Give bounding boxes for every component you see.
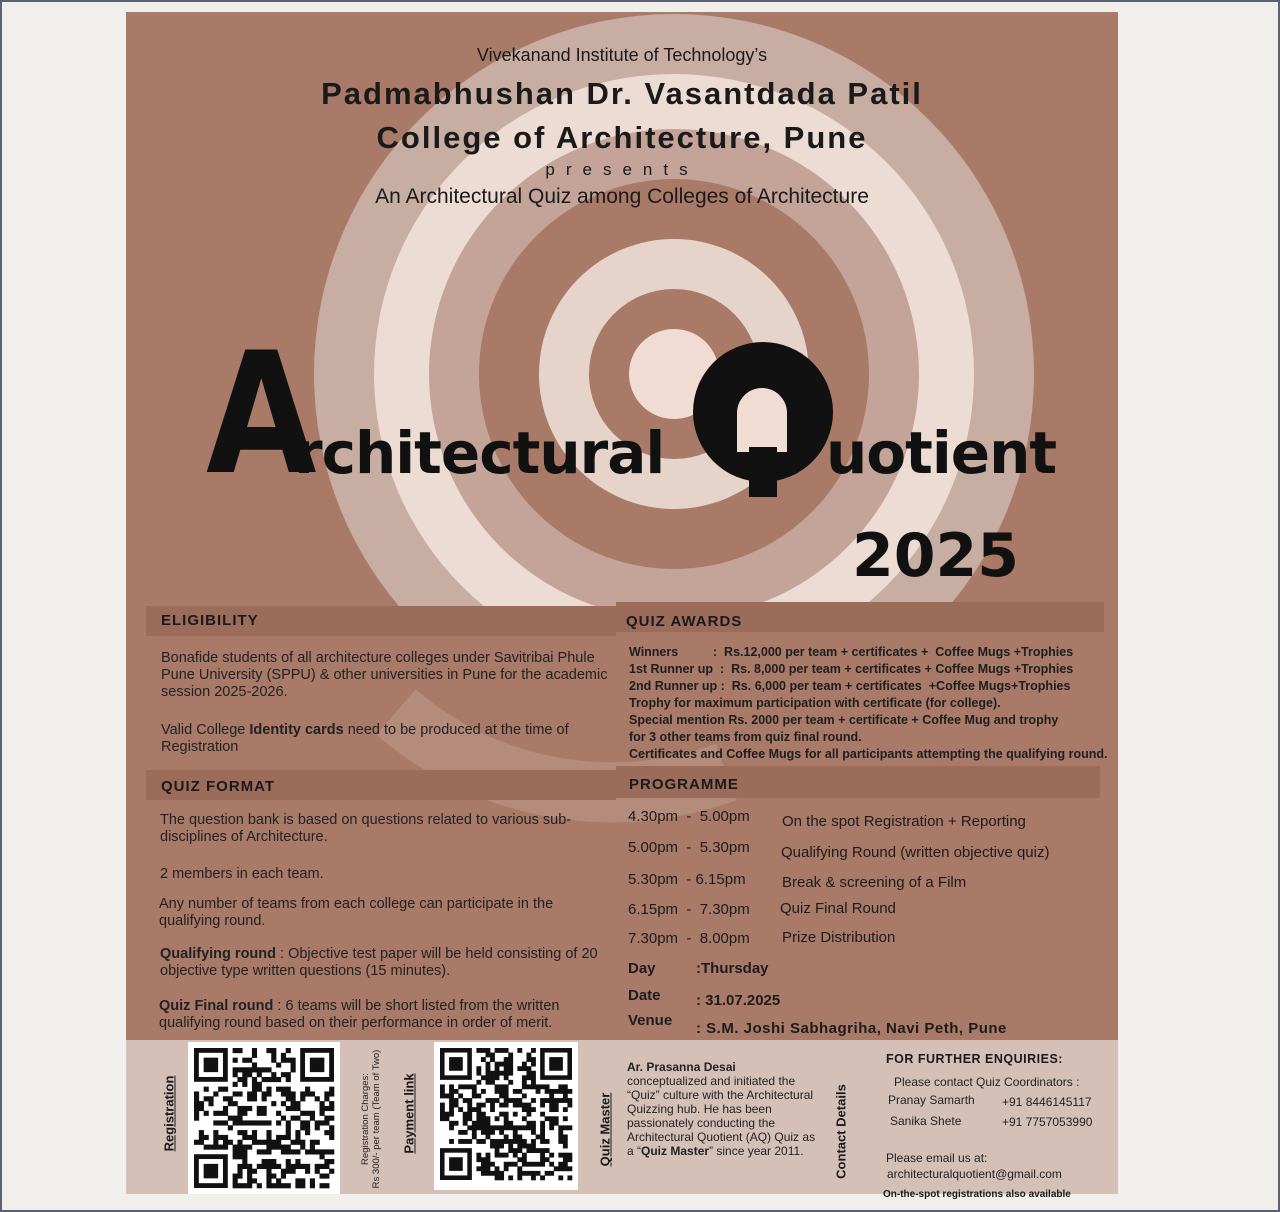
day-label: Day [628, 960, 656, 977]
poster [126, 12, 1118, 1200]
quiz-master-text1: conceptualized and initiated the “Quiz” culture with the Architectural Quizzing hub. He has been passionately conducting the Architectural Quotient (AQ) Quiz as a “ [627, 1074, 816, 1158]
award-line-6: for 3 other teams from quiz final round. [629, 730, 862, 744]
institute-name: Vivekanand Institute of Technology’s [476, 45, 768, 65]
programme-time-2: 5.00pm - 5.30pm [628, 839, 750, 856]
coordinator-1-name: Pranay Samarth [888, 1093, 975, 1107]
programme-time-1: 4.30pm - 5.00pm [628, 808, 750, 825]
enquiries-heading: FOR FURTHER ENQUIRIES: [886, 1052, 1063, 1066]
format-p1: The question bank is based on questions related to various sub-disciplines of Architecture. [160, 812, 572, 845]
title-word-architectural: rchitectural [294, 419, 665, 487]
event-subtitle: An Architectural Quiz among Colleges of Architecture [375, 185, 869, 208]
presents-text: presents [545, 160, 699, 179]
quiz-master-bold: Quiz Master [641, 1144, 710, 1158]
college-name-line2: College of Architecture, Pune [376, 120, 868, 155]
payment-link-label: Payment link [401, 1073, 417, 1154]
programme-heading: PROGRAMME [629, 776, 739, 793]
email-link[interactable]: architecturalquotient@gmail.com [887, 1167, 1062, 1181]
date-value: : 31.07.2025 [696, 992, 781, 1009]
title-initial-q-logo [693, 342, 833, 482]
format-p4 [160, 946, 610, 980]
programme-event-4: Quiz Final Round [780, 900, 896, 917]
venue-value: : S.M. Joshi Sabhagriha, Navi Peth, Pune [696, 1020, 1007, 1037]
award-line-1: Winners : Rs.12,000 per team + certificates + Coffee Mugs +Trophies [629, 645, 1074, 659]
award-line-4: Trophy for maximum participation with certificate (for college). [629, 696, 1001, 710]
coordinator-1-phone[interactable]: +91 8446145117 [1002, 1095, 1092, 1109]
quiz-master-name: Ar. Prasanna Desai [627, 1060, 736, 1074]
programme-time-4: 6.15pm - 7.30pm [628, 901, 750, 918]
programme-time-5: 7.30pm - 8.00pm [628, 930, 750, 947]
eligibility-id-note [161, 722, 621, 756]
programme-event-5: Prize Distribution [782, 929, 896, 946]
charges-detail: Rs 300/- per team (Team of Two) [371, 1049, 382, 1189]
eligibility-heading: ELIGIBILITY [161, 612, 259, 629]
title-word-quotient: uotient [826, 419, 1057, 487]
award-line-2: 1st Runner up : Rs. 8,000 per team + certificates + Coffee Mugs +Trophies [629, 662, 1074, 676]
award-line-5: Special mention Rs. 2000 per team + certificate + Coffee Mug and trophy [629, 713, 1059, 727]
coordinator-2-name: Sanika Shete [890, 1114, 962, 1128]
format-p3: Any number of teams from each college can participate in the qualifying round. [159, 896, 554, 929]
registration-qr-code[interactable] [188, 1042, 340, 1194]
email-label: Please email us at: [886, 1151, 988, 1165]
quiz-master-bio [627, 1060, 823, 1158]
final-round-label: Quiz Final round [159, 998, 274, 1014]
registration-qr-icon [188, 1042, 340, 1194]
format-p5 [159, 998, 609, 1032]
title-initial-a: A [206, 316, 317, 512]
format-p2: 2 members in each team. [160, 866, 324, 882]
qualifying-round-text: : Objective test paper will be held consisting of 20 objective type written questions (15 minutes). [160, 946, 598, 979]
charges-label: Registration Charges: [360, 1073, 371, 1165]
format-heading: QUIZ FORMAT [161, 778, 276, 795]
award-line-7: Certificates and Coffee Mugs for all participants attempting the qualifying round. [629, 747, 1108, 761]
on-the-spot-note: On-the-spot registrations also available [883, 1189, 1071, 1200]
qualifying-round-label: Qualifying round [160, 946, 276, 962]
coordinator-2-phone[interactable]: +91 7757053990 [1002, 1115, 1093, 1129]
registration-charges [360, 1044, 382, 1194]
venue-label: Venue [628, 1012, 673, 1029]
day-value: :Thursday [696, 960, 769, 977]
final-round-text: : 6 teams will be short listed from the written qualifying round based on their performance in order of merit. [159, 998, 560, 1031]
programme-event-2: Qualifying Round (written objective quiz) [781, 844, 1050, 861]
college-name-line1: Padmabhushan Dr. Vasantdada Patil [321, 76, 923, 111]
payment-qr-icon [434, 1042, 578, 1190]
enquiries-line: Please contact Quiz Coordinators : [894, 1075, 1080, 1089]
awards-heading: QUIZ AWARDS [626, 613, 743, 630]
registration-label: Registration [161, 1075, 177, 1152]
eligibility-text: Bonafide students of all architecture colleges under Savitribai Phule Pune University (SPPU) & other universities in Pune for the academic session 2025-2026. [161, 650, 608, 700]
contact-details-label: Contact Details [833, 1084, 849, 1179]
award-line-3: 2nd Runner up : Rs. 6,000 per team + certificates +Coffee Mugs+Trophies [629, 679, 1071, 693]
id-note-post: need to be produced at the time of Registration [161, 722, 569, 755]
quiz-master-label: Quiz Master [597, 1092, 613, 1167]
id-note-pre: Valid College [161, 722, 250, 738]
date-label: Date [628, 987, 661, 1004]
id-note-bold: Identity cards [249, 722, 344, 738]
q-logo-tail [749, 447, 777, 497]
college-name [126, 72, 1118, 160]
q-logo-inner [737, 388, 787, 452]
payment-qr-code[interactable] [434, 1042, 578, 1190]
awards-list [629, 644, 1115, 763]
footer-band [126, 1040, 1118, 1200]
title-year: 2025 [852, 521, 1019, 591]
programme-event-1: On the spot Registration + Reporting [782, 813, 1026, 830]
programme-time-3: 5.30pm - 6.15pm [628, 871, 746, 888]
programme-event-3: Break & screening of a Film [782, 874, 967, 891]
quiz-master-text2: ” since year 2011. [709, 1144, 804, 1158]
